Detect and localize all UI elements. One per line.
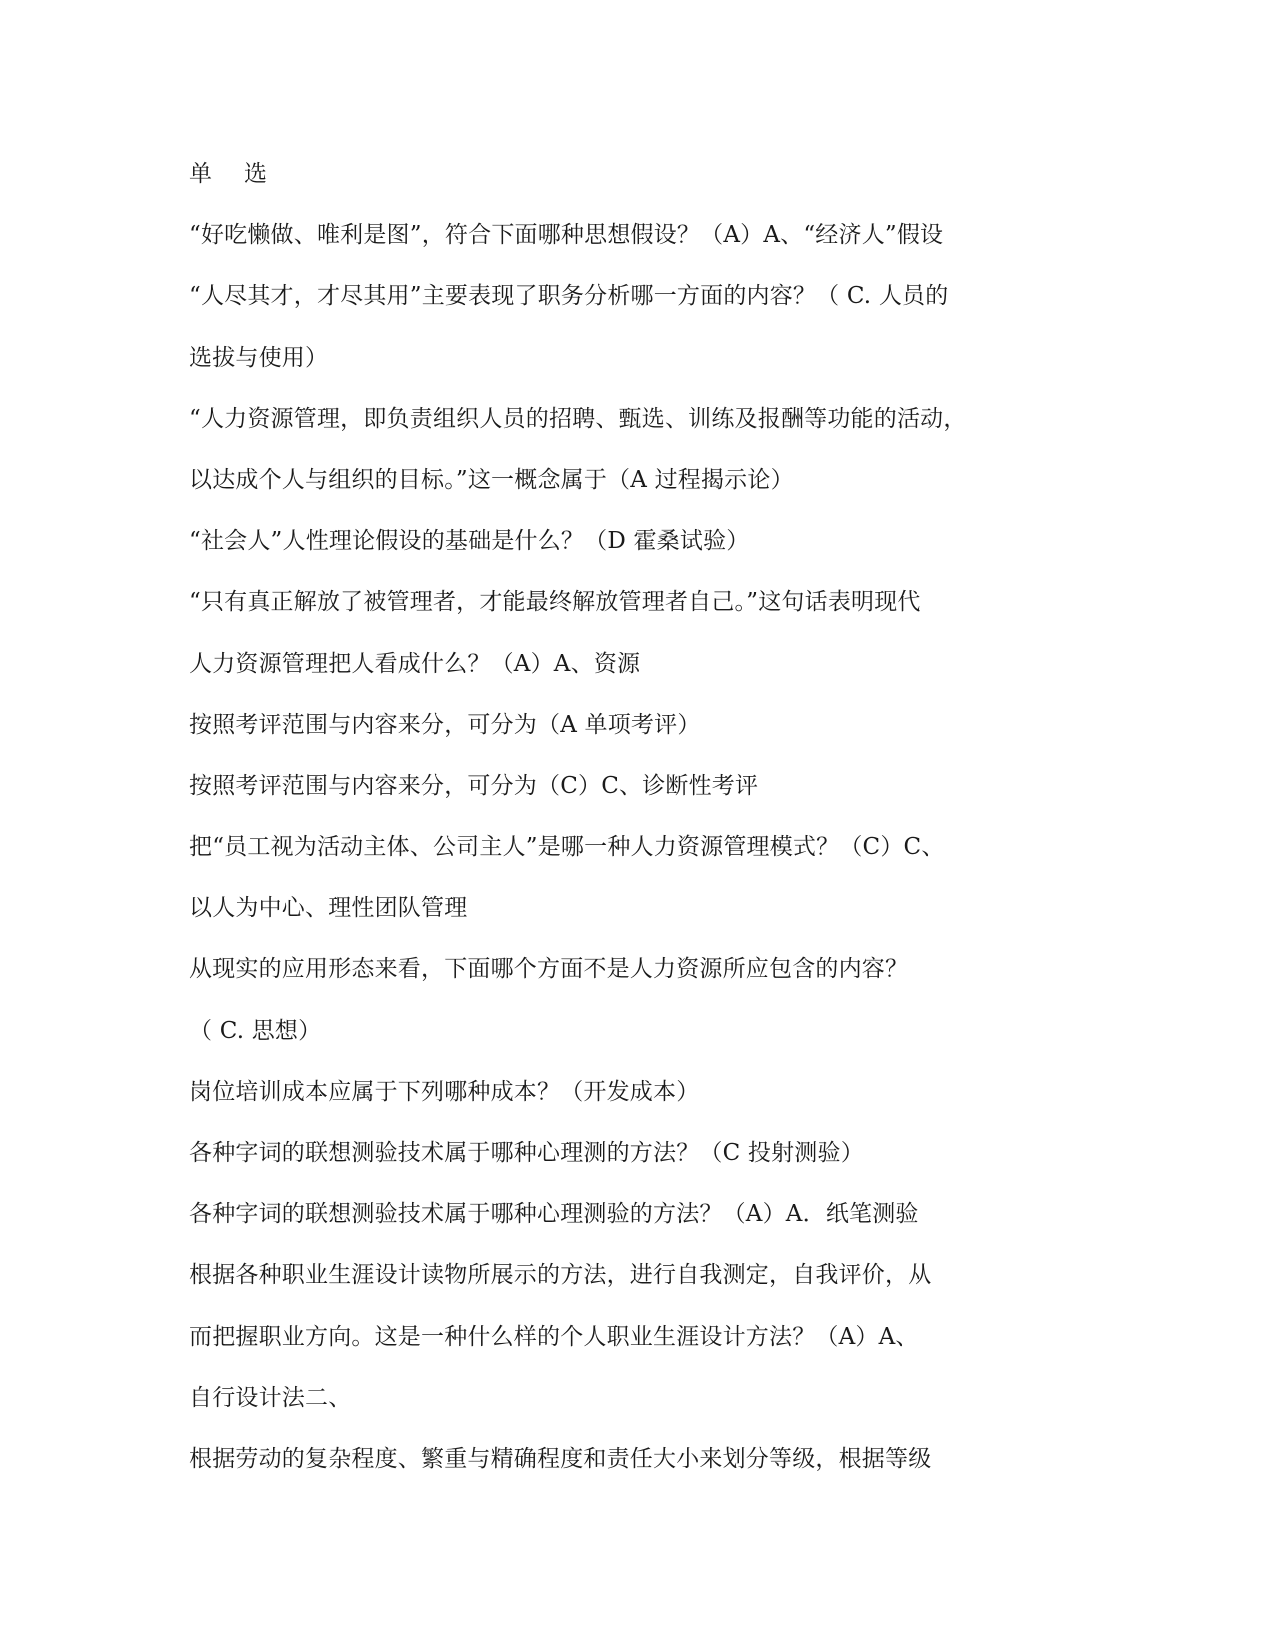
- document-body: [189, 144, 1069, 1490]
- text-line: 自行设计法二、: [189, 1384, 352, 1411]
- text-line: “人尽其才，才尽其用”主要表现了职务分析哪一方面的内容？（ C. 人员的: [189, 283, 949, 310]
- text-line: 各种字词的联想测验技术属于哪种心理测验的方法？（A）A．纸笔测验: [189, 1201, 919, 1228]
- text-line: 岗位培训成本应属于下列哪种成本？（开发成本）: [189, 1078, 700, 1105]
- text-line: 把“员工视为活动主体、公司主人”是哪一种人力资源管理模式？（C）C、: [189, 834, 945, 861]
- text-line: （ C. 思想）: [189, 1017, 322, 1044]
- text-line: 按照考评范围与内容来分，可分为（A 单项考评）: [189, 711, 701, 738]
- text-line: 而把握职业方向。这是一种什么样的个人职业生涯设计方法？（A）A、: [189, 1323, 919, 1350]
- text-line: “社会人”人性理论假设的基础是什么？（D 霍桑试验）: [189, 528, 750, 555]
- text-line: “只有真正解放了被管理者，才能最终解放管理者自己。”这句话表明现代: [189, 589, 921, 616]
- text-line: “人力资源管理，即负责组织人员的招聘、甄选、训练及报酬等功能的活动，: [189, 405, 967, 432]
- text-line: “好吃懒做、唯利是图”，符合下面哪种思想假设？（A）A、“经济人”假设: [189, 222, 944, 249]
- text-line: 根据各种职业生涯设计读物所展示的方法，进行自我测定，自我评价，从: [189, 1262, 932, 1289]
- section-heading-part-1: 单: [189, 161, 212, 187]
- text-line: 从现实的应用形态来看，下面哪个方面不是人力资源所应包含的内容？: [189, 956, 909, 983]
- section-heading: [189, 144, 1069, 205]
- section-heading-part-2: 选: [244, 161, 267, 187]
- text-line: 各种字词的联想测验技术属于哪种心理测的方法？（C 投射测验）: [189, 1140, 864, 1166]
- text-line: 根据劳动的复杂程度、繁重与精确程度和责任大小来划分等级，根据等级: [189, 1445, 932, 1472]
- text-line: 按照考评范围与内容来分，可分为（C）C、诊断性考评: [189, 772, 759, 799]
- text-line: 人力资源管理把人看成什么？（A）A、资源: [189, 650, 641, 677]
- text-line: 以人为中心、理性团队管理: [189, 895, 468, 922]
- text-line: 选拔与使用）: [189, 344, 329, 371]
- text-line: 以达成个人与组织的目标。”这一概念属于（A 过程揭示论）: [189, 466, 794, 493]
